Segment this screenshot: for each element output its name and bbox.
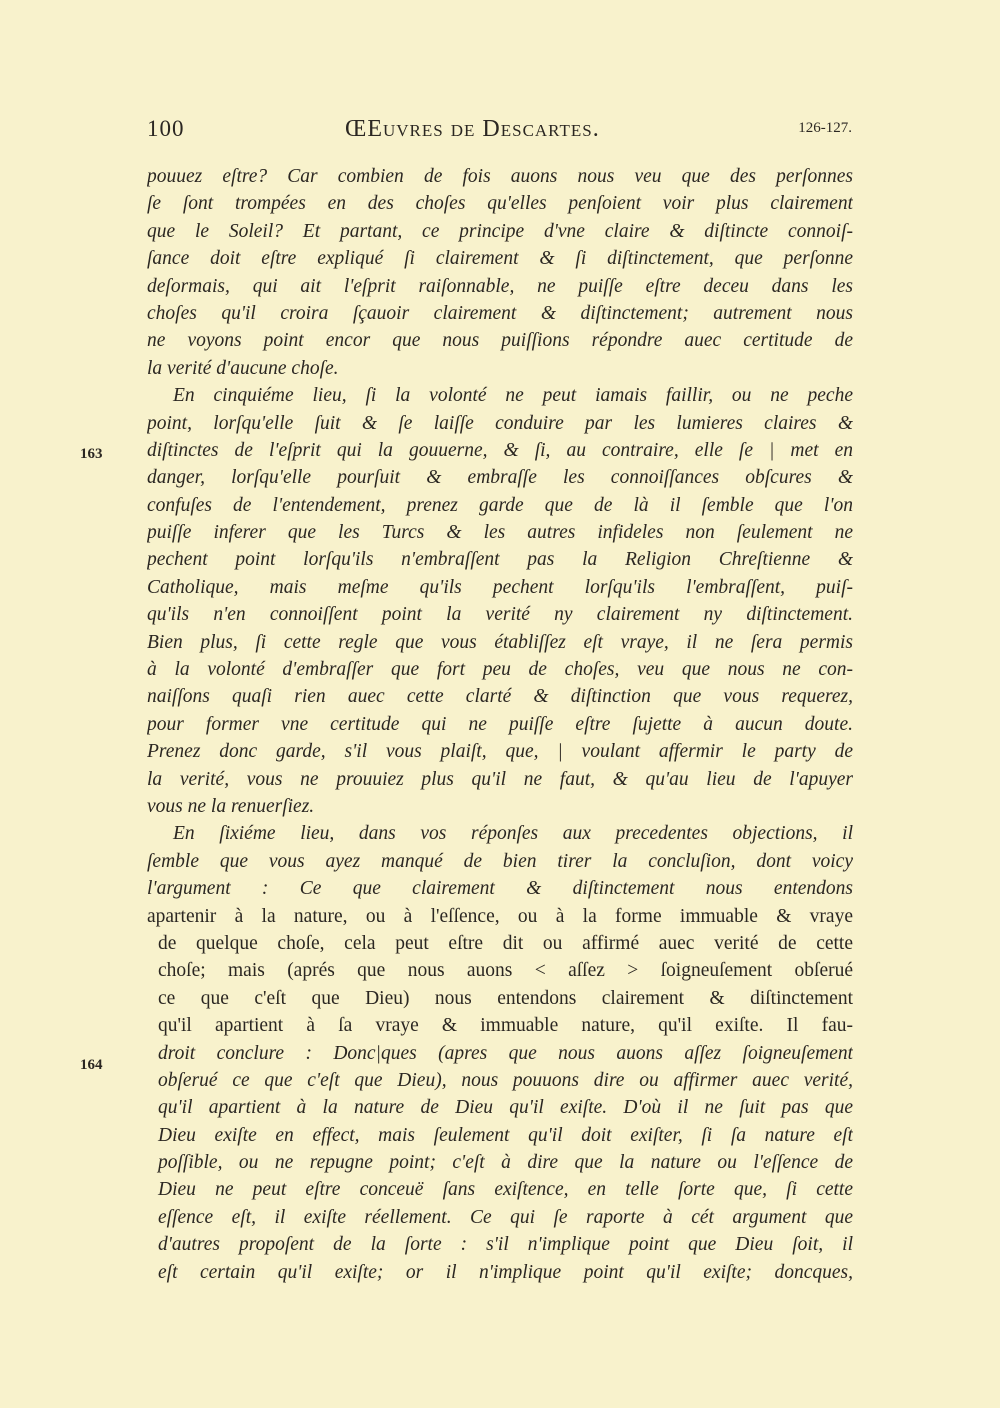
margin-page-number: 164 (80, 1057, 103, 1073)
text-line: point, lorſqu'elle ſuit & ſe laiſſe conduire par les lumieres claires & (147, 412, 853, 434)
text-line: l'argument : Ce que clairement & diſtinctement nous entendons (147, 878, 853, 900)
text-line: ne voyons point encor que nous puiſſions répondre auec certitude de (147, 330, 853, 352)
running-title: ŒEuvres de Descartes. (345, 116, 600, 142)
text-line: la verité, vous ne prouuiez plus qu'il ne faut, & qu'au lieu de l'apuyer (147, 768, 853, 790)
text-line: Catholique, mais meſme qu'ils pechent lorſqu'ils l'embraſſent, puiſ- (147, 576, 853, 598)
text-line: Bien plus, ſi cette regle que vous établiſſez eſt vraye, il ne ſera permis (147, 631, 853, 653)
text-line: qu'il apartient à ſa vraye & immuable nature, qu'il exiſte. Il fau- (158, 1015, 853, 1037)
text-line: obſerué ce que c'eſt que Dieu), nous pouuons dire ou affirmer auec verité, (158, 1069, 853, 1091)
text-line: ſemble que vous ayez manqué de bien tirer la concluſion, dont voicy (147, 850, 853, 872)
text-line: confuſes de l'entendement, prenez garde que de là il ſemble que l'on (147, 494, 853, 516)
text-line: Dieu exiſte en effect, mais ſeulement qu'il doit exiſter, ſi ſa nature eſt (158, 1124, 853, 1146)
text-line: d'autres propoſent de la ſorte : s'il n'implique point que Dieu ſoit, il (158, 1234, 853, 1256)
text-line: apartenir à la nature, ou à l'eſſence, ou à la forme immuable & vraye (147, 905, 853, 927)
margin-page-number: 163 (80, 446, 103, 462)
text-line: Dieu ne peut eſtre conceuë ſans exiſtence, en telle ſorte que, ſi cette (158, 1179, 853, 1201)
text-line: choſe; mais (aprés que nous auons < aſſez > ſoigneuſement obſerué (158, 960, 853, 982)
running-header (147, 116, 852, 146)
text-line: eſſence eſt, il exiſte réellement. Ce qui ſe raporte à cét argument que (158, 1206, 853, 1228)
text-line: ſance doit eſtre expliqué ſi clairement & ſi diſtinctement, que perſonne (147, 248, 853, 270)
text-line: Prenez donc garde, s'il vous plaiſt, que, | voulant affermir le party de (147, 741, 853, 763)
text-line: En ſixiéme lieu, dans vos réponſes aux precedentes objections, il (173, 823, 853, 845)
page-number: 100 (147, 116, 185, 141)
text-line: pouuez eſtre? Car combien de fois auons nous veu que des perſonnes (147, 166, 853, 187)
text-line: de quelque choſe, cela peut eſtre dit ou affirmé auec verité de cette (158, 932, 853, 954)
text-line: puiſſe inferer que les Turcs & les autres infideles non ſeulement ne (147, 522, 853, 544)
text-line: ſe ſont trompées en des choſes qu'elles penſoient voir plus clairement (147, 193, 853, 215)
text-line: poſſible, ou ne repugne point; c'eſt à dire que la nature ou l'eſſence de (158, 1152, 853, 1174)
text-line: à la volonté d'embraſſer que fort peu de choſes, veu que nous ne con- (147, 659, 853, 681)
text-line: ce que c'eſt que Dieu) nous entendons clairement & diſtinctement (158, 987, 853, 1009)
body-text (147, 163, 853, 1286)
text-line: pechent point lorſqu'ils n'embraſſent pas la Religion Chreſtienne & (147, 549, 853, 571)
text-line: qu'ils n'en connoiſſent point la verité ny clairement ny diſtinctement. (147, 604, 853, 626)
text-line: naiſſons quaſi rien auec cette clarté & diſtinction que vous requerez, (147, 686, 853, 708)
text-line: que le Soleil? Et partant, ce principe d'vne claire & diſtincte connoiſ- (147, 220, 853, 242)
page-reference: 126-127. (798, 120, 852, 136)
text-line: danger, lorſqu'elle pourſuit & embraſſe les connoiſſances obſcures & (147, 467, 853, 489)
text-line: choſes qu'il croira ſçauoir clairement & diſtinctement; autrement nous (147, 302, 853, 324)
text-line: la verité d'aucune choſe. (147, 357, 339, 379)
text-line: pour former vne certitude qui ne puiſſe eſtre ſujette à aucun doute. (147, 713, 853, 735)
text-line: En cinquiéme lieu, ſi la volonté ne peut iamais faillir, ou ne peche (173, 385, 853, 407)
text-line: vous ne la renuerſiez. (147, 795, 315, 817)
text-line: eſt certain qu'il exiſte; or il n'implique point qu'il exiſte; doncques, (158, 1261, 853, 1283)
text-line: droit conclure : Donc|ques (apres que nous auons aſſez ſoigneuſement (158, 1042, 853, 1064)
text-line: diſtinctes de l'eſprit qui la gouuerne, & ſi, au contraire, elle ſe | met en (147, 439, 853, 461)
text-line: deſormais, qui ait l'eſprit raiſonnable, ne puiſſe eſtre deceu dans les (147, 275, 853, 297)
text-line: qu'il apartient à la nature de Dieu qu'il exiſte. D'où il ne ſuit pas que (158, 1097, 853, 1119)
